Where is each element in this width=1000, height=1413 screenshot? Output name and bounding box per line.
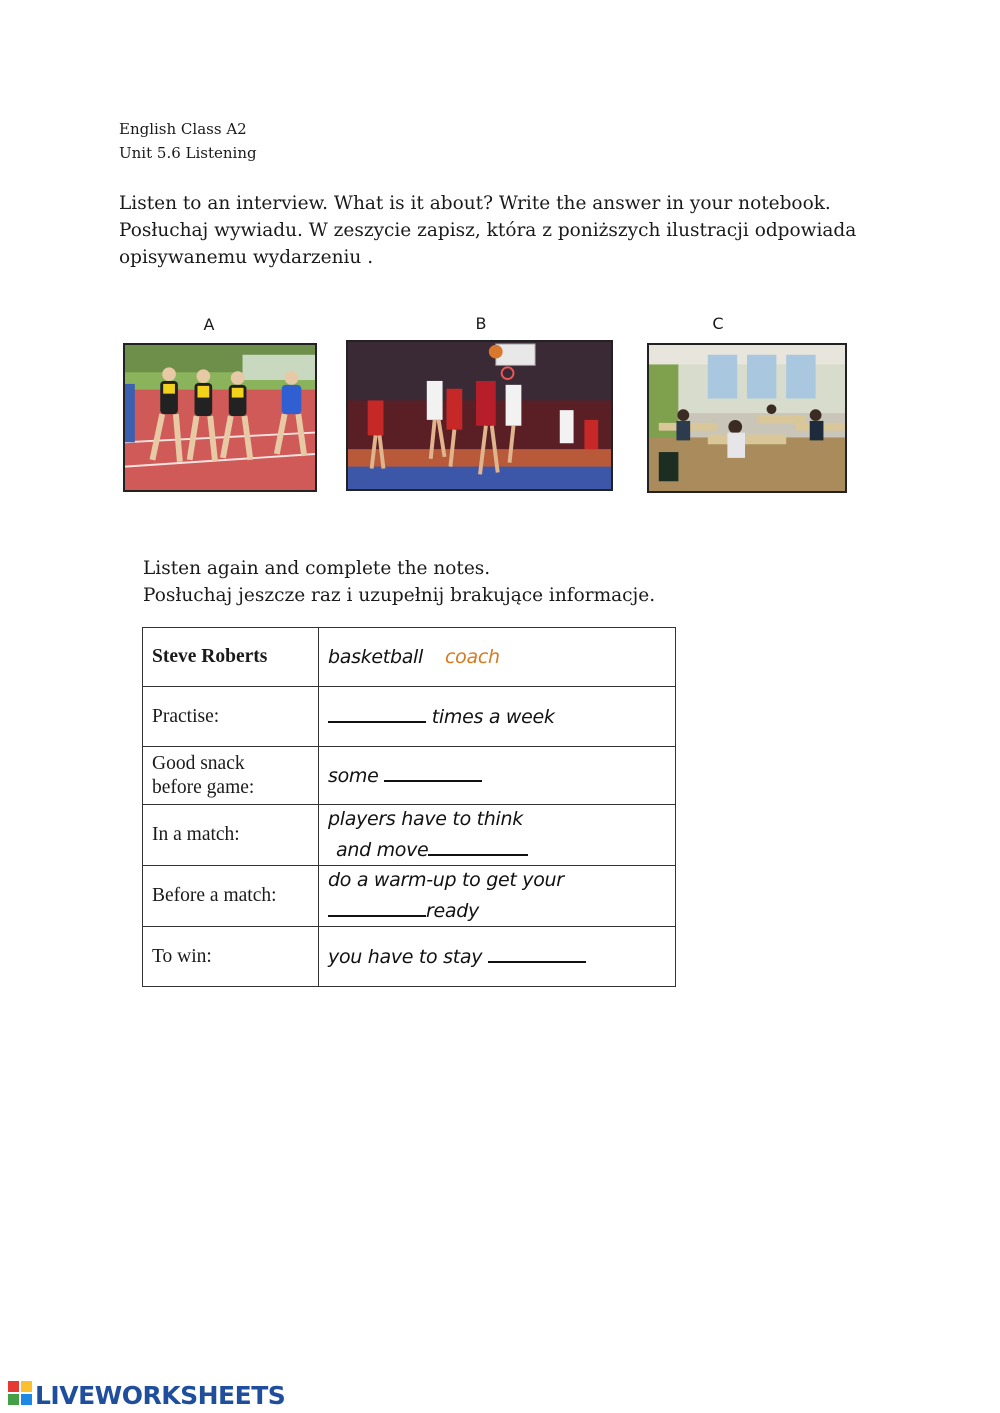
basketball-game-photo xyxy=(346,340,613,491)
role-text: basketball xyxy=(328,645,424,668)
table-row xyxy=(143,805,676,866)
picture-label-b: B xyxy=(475,314,487,333)
answer-blank-snack[interactable] xyxy=(384,760,482,782)
table-row xyxy=(143,628,676,687)
picture-label-a: A xyxy=(203,315,215,334)
row-value-role xyxy=(319,628,676,687)
before-match-line-2: ready xyxy=(426,900,479,922)
row-value-match xyxy=(319,805,676,866)
liveworksheets-logo[interactable] xyxy=(8,1380,285,1410)
task2-instructions xyxy=(143,555,843,609)
match-text-line-2-wrap xyxy=(328,834,666,865)
row-value-snack xyxy=(319,747,676,805)
practise-text: times a week xyxy=(431,706,555,728)
class-title: English Class A2 xyxy=(119,120,247,138)
running-race-photo xyxy=(123,343,317,492)
task1-line-3: opisywanemu wydarzeniu . xyxy=(119,247,374,268)
row-key-steve-roberts: Steve Roberts xyxy=(143,628,319,687)
table-row xyxy=(143,927,676,987)
classroom-exam-photo xyxy=(647,343,847,493)
task1-line-2: Posłuchaj wywiadu. W zeszycie zapisz, która z poniższych ilustracji odpowiada xyxy=(119,220,857,241)
table-row xyxy=(143,866,676,927)
before-match-line-2-wrap xyxy=(328,895,666,926)
task1-line-1: Listen to an interview. What is it about? Write the answer in your notebook. xyxy=(119,193,831,214)
row-value-before-match xyxy=(319,866,676,927)
answer-coach: coach xyxy=(445,645,500,668)
answer-blank-to-win[interactable] xyxy=(488,941,586,963)
picture-label-c: C xyxy=(712,314,724,333)
snack-key-line-1: Good snack xyxy=(152,752,245,774)
table-row xyxy=(143,747,676,805)
task2-line-2: Posłuchaj jeszcze raz i uzupełnij brakujące informacje. xyxy=(143,585,656,606)
unit-title: Unit 5.6 Listening xyxy=(119,144,257,162)
task1-instructions xyxy=(119,190,879,271)
match-text-line-2: and move xyxy=(336,839,429,861)
notes-table xyxy=(142,627,676,987)
answer-blank-match[interactable] xyxy=(428,834,528,856)
row-key-match: In a match: xyxy=(143,805,319,866)
row-key-snack xyxy=(143,747,319,805)
logo-blocks-icon xyxy=(8,1381,32,1409)
before-match-line-1: do a warm-up to get your xyxy=(328,869,564,891)
row-key-practise: Practise: xyxy=(143,687,319,747)
answer-blank-warmup[interactable] xyxy=(328,895,426,917)
row-key-before-match: Before a match: xyxy=(143,866,319,927)
match-text-line-1: players have to think xyxy=(328,808,523,830)
task2-line-1: Listen again and complete the notes. xyxy=(143,558,491,579)
snack-key-line-2: before game: xyxy=(152,776,255,798)
answer-blank-practise[interactable] xyxy=(328,701,426,723)
to-win-text: you have to stay xyxy=(328,946,483,968)
table-row xyxy=(143,687,676,747)
row-key-to-win: To win: xyxy=(143,927,319,987)
row-value-to-win xyxy=(319,927,676,987)
row-value-practise xyxy=(319,687,676,747)
logo-text: LIVEWORKSHEETS xyxy=(35,1380,286,1410)
snack-text: some xyxy=(328,765,379,787)
